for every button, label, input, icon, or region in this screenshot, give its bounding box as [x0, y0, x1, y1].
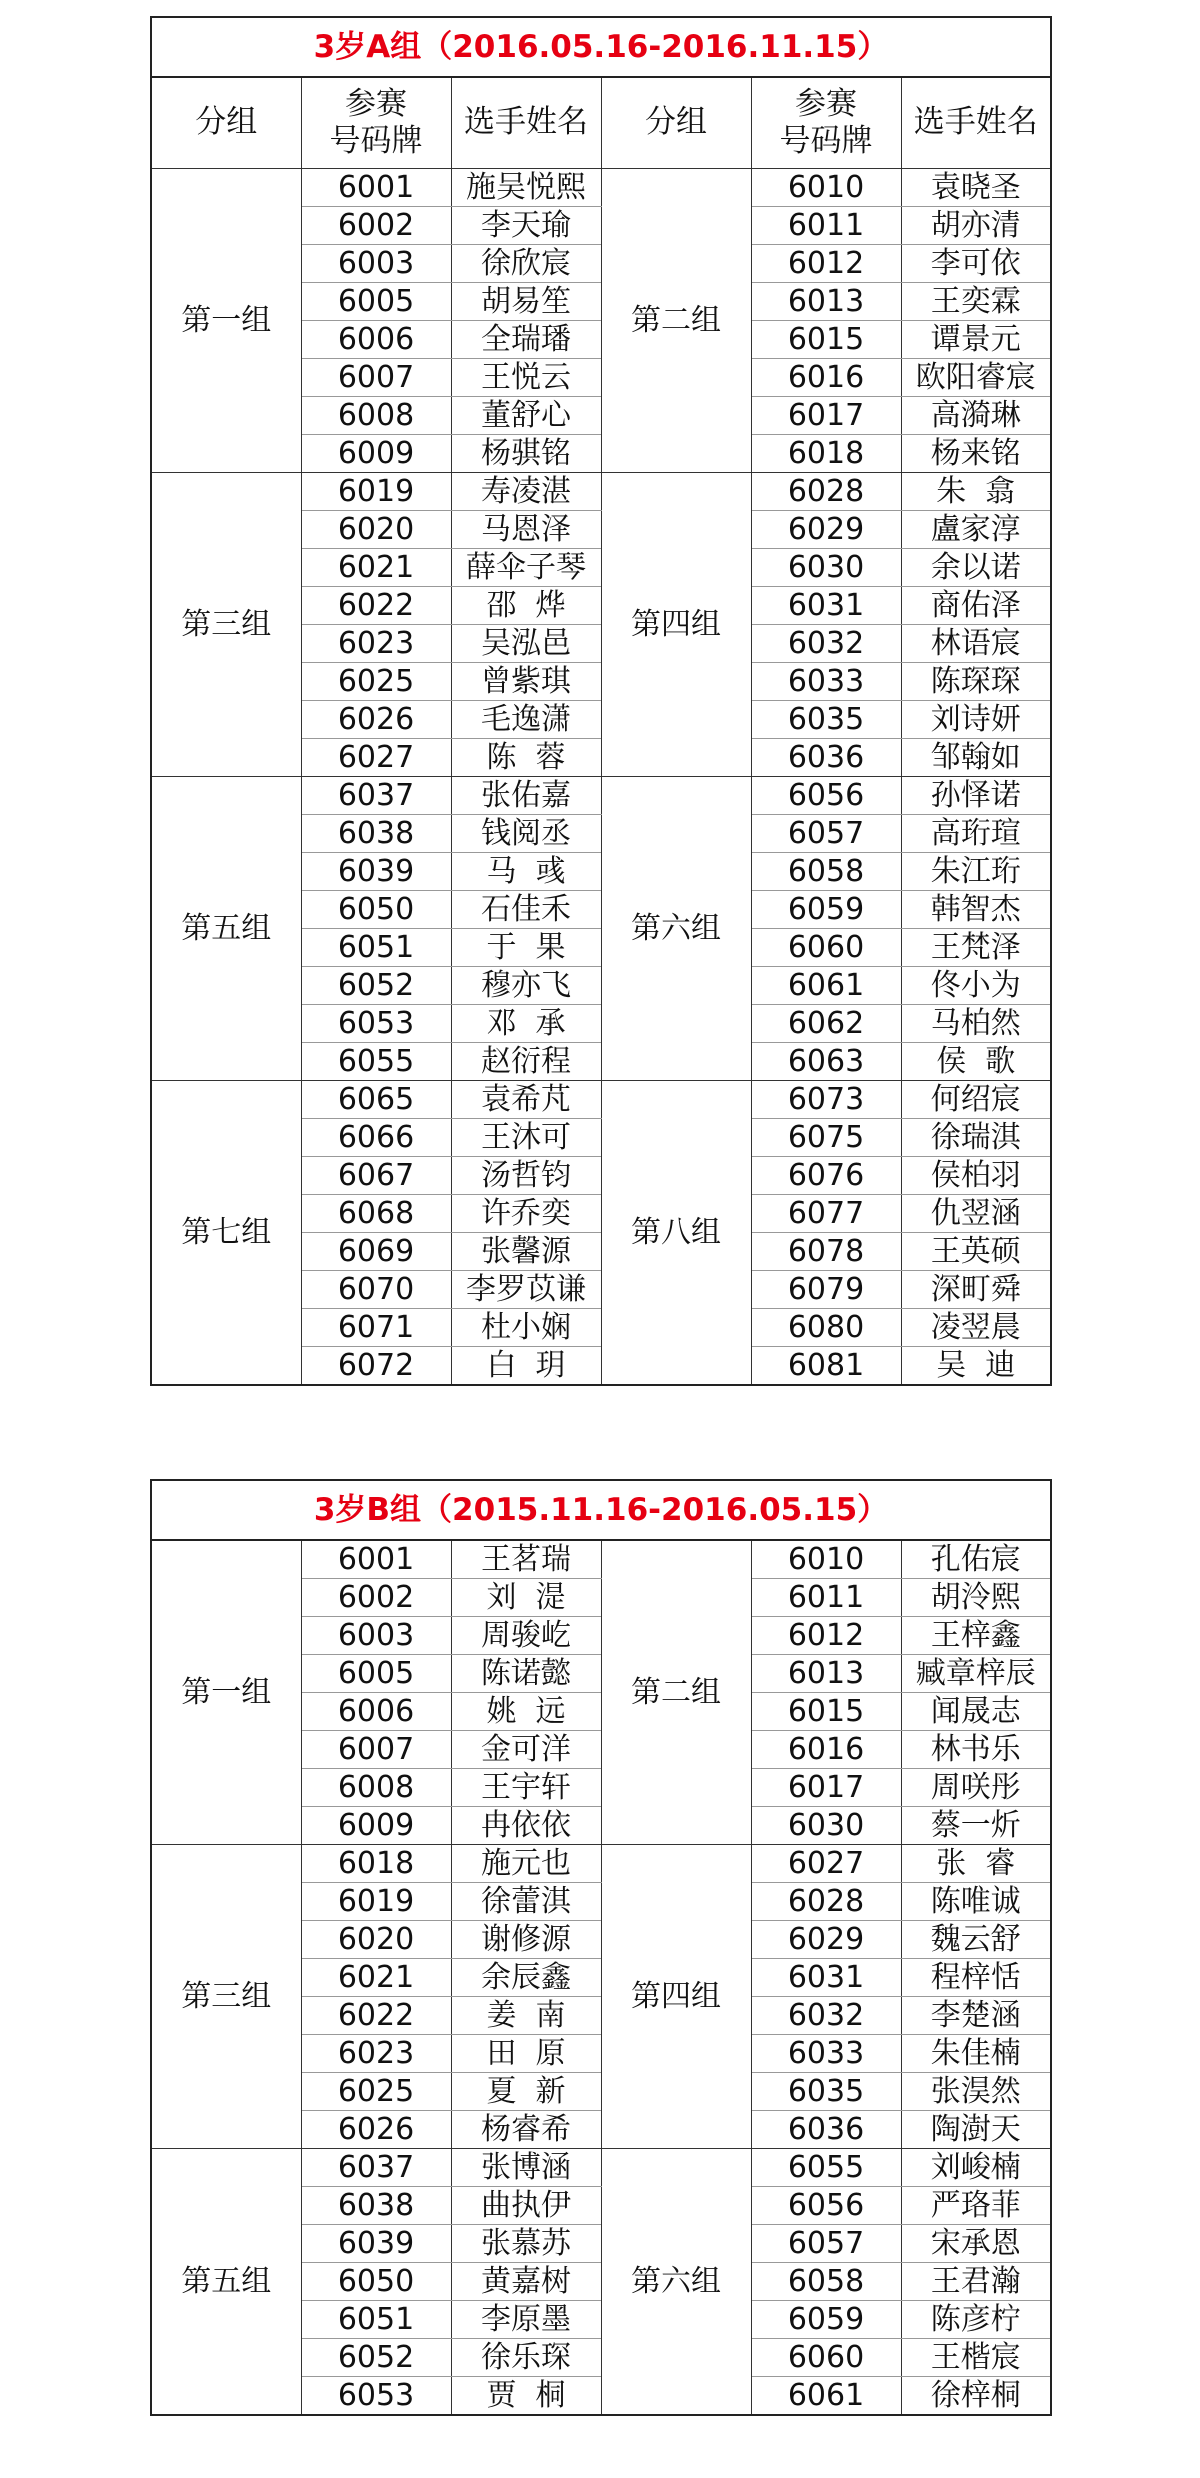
player-name: 杜小娴 — [451, 1309, 601, 1347]
player-name: 王茗瑞 — [451, 1540, 601, 1579]
bib-number: 6012 — [751, 1617, 901, 1655]
bib-number: 6021 — [301, 1959, 451, 1997]
bib-number: 6038 — [301, 2187, 451, 2225]
bib-number: 6038 — [301, 815, 451, 853]
player-name: 寿凌湛 — [451, 473, 601, 511]
player-name: 林书乐 — [901, 1731, 1051, 1769]
group-label: 第三组 — [151, 1845, 301, 2149]
bib-number: 6061 — [751, 967, 901, 1005]
roster-table-3yr-b — [150, 1479, 1052, 2416]
bib-number: 6025 — [301, 663, 451, 701]
player-name: 胡泠熙 — [901, 1579, 1051, 1617]
bib-number: 6055 — [751, 2149, 901, 2187]
bib-number: 6003 — [301, 245, 451, 283]
player-name: 刘 湜 — [451, 1579, 601, 1617]
player-name: 佟小为 — [901, 967, 1051, 1005]
player-name: 周咲彤 — [901, 1769, 1051, 1807]
bib-number: 6072 — [301, 1347, 451, 1386]
player-name: 全瑞璠 — [451, 321, 601, 359]
player-name: 邓 承 — [451, 1005, 601, 1043]
bib-number: 6073 — [751, 1081, 901, 1119]
player-name: 张佑嘉 — [451, 777, 601, 815]
bib-number: 6006 — [301, 1693, 451, 1731]
player-name: 杨骐铭 — [451, 435, 601, 473]
player-name: 林语宸 — [901, 625, 1051, 663]
group-label: 第七组 — [151, 1081, 301, 1386]
bib-number: 6031 — [751, 1959, 901, 1997]
bib-number: 6027 — [301, 739, 451, 777]
bib-number: 6016 — [751, 359, 901, 397]
player-name: 夏 新 — [451, 2073, 601, 2111]
group-label: 第五组 — [151, 2149, 301, 2416]
roster-table-3yr-a — [150, 16, 1052, 1386]
table-row — [151, 1540, 1051, 1579]
player-name: 施吴悦熙 — [451, 169, 601, 207]
bib-number: 6039 — [301, 2225, 451, 2263]
player-name: 王宇轩 — [451, 1769, 601, 1807]
player-name: 魏云舒 — [901, 1921, 1051, 1959]
player-name: 徐乐琛 — [451, 2339, 601, 2377]
player-name: 商佑泽 — [901, 587, 1051, 625]
player-name: 于 果 — [451, 929, 601, 967]
bib-number: 6032 — [751, 625, 901, 663]
bib-number: 6057 — [751, 2225, 901, 2263]
player-name: 田 原 — [451, 2035, 601, 2073]
bib-number: 6008 — [301, 397, 451, 435]
group-label: 第二组 — [601, 1540, 751, 1845]
player-name: 韩智杰 — [901, 891, 1051, 929]
bib-number: 6029 — [751, 1921, 901, 1959]
bib-number: 6051 — [301, 2301, 451, 2339]
player-name: 朱江珩 — [901, 853, 1051, 891]
group-label: 第六组 — [601, 777, 751, 1081]
player-name: 李楚涵 — [901, 1997, 1051, 2035]
bib-number: 6058 — [751, 853, 901, 891]
player-name: 宋承恩 — [901, 2225, 1051, 2263]
player-name: 凌翌晨 — [901, 1309, 1051, 1347]
player-name: 朱佳楠 — [901, 2035, 1051, 2073]
bib-number: 6007 — [301, 1731, 451, 1769]
bib-number: 6077 — [751, 1195, 901, 1233]
bib-number: 6029 — [751, 511, 901, 549]
bib-number: 6019 — [301, 473, 451, 511]
player-name: 高漪琳 — [901, 397, 1051, 435]
bib-number: 6001 — [301, 1540, 451, 1579]
bib-number: 6010 — [751, 1540, 901, 1579]
bib-number: 6065 — [301, 1081, 451, 1119]
player-name: 王沐可 — [451, 1119, 601, 1157]
player-name: 袁希芃 — [451, 1081, 601, 1119]
bib-number: 6033 — [751, 663, 901, 701]
table-title: 3岁A组（2016.05.16-2016.11.15） — [151, 17, 1051, 77]
player-name: 王楷宸 — [901, 2339, 1051, 2377]
player-name: 胡易笙 — [451, 283, 601, 321]
bib-number: 6036 — [751, 739, 901, 777]
player-name: 张淏然 — [901, 2073, 1051, 2111]
bib-number: 6025 — [301, 2073, 451, 2111]
bib-number: 6030 — [751, 549, 901, 587]
player-name: 王悦云 — [451, 359, 601, 397]
bib-number: 6033 — [751, 2035, 901, 2073]
bib-number: 6028 — [751, 1883, 901, 1921]
player-name: 张慕苏 — [451, 2225, 601, 2263]
bib-number: 6010 — [751, 169, 901, 207]
bib-number: 6058 — [751, 2263, 901, 2301]
bib-number: 6016 — [751, 1731, 901, 1769]
player-name: 冉依依 — [451, 1807, 601, 1845]
header-group: 分组 — [151, 77, 301, 169]
bib-number: 6035 — [751, 701, 901, 739]
bib-number: 6028 — [751, 473, 901, 511]
bib-number: 6015 — [751, 1693, 901, 1731]
player-name: 黄嘉树 — [451, 2263, 601, 2301]
player-name: 张馨源 — [451, 1233, 601, 1271]
bib-number: 6022 — [301, 587, 451, 625]
player-name: 杨睿希 — [451, 2111, 601, 2149]
player-name: 蔡一炘 — [901, 1807, 1051, 1845]
player-name: 姚 远 — [451, 1693, 601, 1731]
bib-number: 6059 — [751, 891, 901, 929]
player-name: 臧章梓辰 — [901, 1655, 1051, 1693]
player-name: 何绍宸 — [901, 1081, 1051, 1119]
player-name: 姜 南 — [451, 1997, 601, 2035]
bib-number: 6032 — [751, 1997, 901, 2035]
bib-number: 6063 — [751, 1043, 901, 1081]
player-name: 李罗苡谦 — [451, 1271, 601, 1309]
header-player-name: 选手姓名 — [901, 77, 1051, 169]
bib-number: 6060 — [751, 2339, 901, 2377]
player-name: 钱阅丞 — [451, 815, 601, 853]
player-name: 曲执伊 — [451, 2187, 601, 2225]
group-label: 第八组 — [601, 1081, 751, 1386]
bib-number: 6052 — [301, 2339, 451, 2377]
bib-number: 6053 — [301, 1005, 451, 1043]
player-name: 徐蕾淇 — [451, 1883, 601, 1921]
player-name: 李原墨 — [451, 2301, 601, 2339]
player-name: 曾紫琪 — [451, 663, 601, 701]
bib-number: 6023 — [301, 2035, 451, 2073]
player-name: 杨来铭 — [901, 435, 1051, 473]
player-name: 李天瑜 — [451, 207, 601, 245]
bib-number: 6002 — [301, 207, 451, 245]
bib-number: 6050 — [301, 2263, 451, 2301]
player-name: 赵衍程 — [451, 1043, 601, 1081]
bib-number: 6079 — [751, 1271, 901, 1309]
table-title: 3岁B组（2015.11.16-2016.05.15） — [151, 1480, 1051, 1540]
bib-number: 6011 — [751, 207, 901, 245]
bib-number: 6057 — [751, 815, 901, 853]
player-name: 穆亦飞 — [451, 967, 601, 1005]
player-name: 深町舜 — [901, 1271, 1051, 1309]
bib-number: 6026 — [301, 701, 451, 739]
bib-number: 6070 — [301, 1271, 451, 1309]
bib-number: 6055 — [301, 1043, 451, 1081]
table-row — [151, 169, 1051, 207]
group-label: 第五组 — [151, 777, 301, 1081]
player-name: 毛逸潇 — [451, 701, 601, 739]
player-name: 刘诗妍 — [901, 701, 1051, 739]
player-name: 汤哲钧 — [451, 1157, 601, 1195]
player-name: 陈唯诚 — [901, 1883, 1051, 1921]
player-name: 孔佑宸 — [901, 1540, 1051, 1579]
player-name: 侯柏羽 — [901, 1157, 1051, 1195]
player-name: 侯 歌 — [901, 1043, 1051, 1081]
group-label: 第二组 — [601, 169, 751, 473]
player-name: 徐梓桐 — [901, 2377, 1051, 2416]
player-name: 孙怿诺 — [901, 777, 1051, 815]
player-name: 胡亦清 — [901, 207, 1051, 245]
player-name: 余辰鑫 — [451, 1959, 601, 1997]
bib-number: 6050 — [301, 891, 451, 929]
group-label: 第四组 — [601, 473, 751, 777]
player-name: 王梵泽 — [901, 929, 1051, 967]
player-name: 薛伞子琴 — [451, 549, 601, 587]
bib-number: 6056 — [751, 2187, 901, 2225]
player-name: 马恩泽 — [451, 511, 601, 549]
player-name: 马柏然 — [901, 1005, 1051, 1043]
player-name: 王英硕 — [901, 1233, 1051, 1271]
bib-number: 6018 — [751, 435, 901, 473]
player-name: 李可依 — [901, 245, 1051, 283]
group-label: 第一组 — [151, 1540, 301, 1845]
bib-number: 6009 — [301, 435, 451, 473]
bib-number: 6036 — [751, 2111, 901, 2149]
bib-number: 6017 — [751, 397, 901, 435]
bib-number: 6080 — [751, 1309, 901, 1347]
bib-number: 6076 — [751, 1157, 901, 1195]
bib-number: 6068 — [301, 1195, 451, 1233]
header-group: 分组 — [601, 77, 751, 169]
bib-number: 6059 — [751, 2301, 901, 2339]
player-name: 朱 翕 — [901, 473, 1051, 511]
bib-number: 6061 — [751, 2377, 901, 2416]
bib-number: 6052 — [301, 967, 451, 1005]
player-name: 闻晟志 — [901, 1693, 1051, 1731]
bib-number: 6017 — [751, 1769, 901, 1807]
player-name: 徐欣宸 — [451, 245, 601, 283]
player-name: 盧家淳 — [901, 511, 1051, 549]
player-name: 王君瀚 — [901, 2263, 1051, 2301]
player-name: 马 彧 — [451, 853, 601, 891]
player-name: 金可洋 — [451, 1731, 601, 1769]
player-name: 徐瑞淇 — [901, 1119, 1051, 1157]
header-bib-number: 参赛 号码牌 — [751, 77, 901, 169]
table-row — [151, 2149, 1051, 2187]
bib-number: 6071 — [301, 1309, 451, 1347]
table-row — [151, 777, 1051, 815]
bib-number: 6027 — [751, 1845, 901, 1883]
player-name: 刘峻楠 — [901, 2149, 1051, 2187]
player-name: 程梓恬 — [901, 1959, 1051, 1997]
bib-number: 6003 — [301, 1617, 451, 1655]
bib-number: 6078 — [751, 1233, 901, 1271]
player-name: 陈诺懿 — [451, 1655, 601, 1693]
bib-number: 6023 — [301, 625, 451, 663]
group-label: 第一组 — [151, 169, 301, 473]
player-name: 王梓鑫 — [901, 1617, 1051, 1655]
player-name: 陈 蓉 — [451, 739, 601, 777]
bib-number: 6012 — [751, 245, 901, 283]
group-label: 第六组 — [601, 2149, 751, 2416]
player-name: 许乔奕 — [451, 1195, 601, 1233]
bib-number: 6067 — [301, 1157, 451, 1195]
bib-number: 6026 — [301, 2111, 451, 2149]
bib-number: 6069 — [301, 1233, 451, 1271]
bib-number: 6013 — [751, 1655, 901, 1693]
bib-number: 6011 — [751, 1579, 901, 1617]
player-name: 王奕霖 — [901, 283, 1051, 321]
player-name: 邵 烨 — [451, 587, 601, 625]
bib-number: 6066 — [301, 1119, 451, 1157]
bib-number: 6002 — [301, 1579, 451, 1617]
bib-number: 6005 — [301, 283, 451, 321]
bib-number: 6015 — [751, 321, 901, 359]
bib-number: 6009 — [301, 1807, 451, 1845]
bib-number: 6081 — [751, 1347, 901, 1386]
bib-number: 6051 — [301, 929, 451, 967]
bib-number: 6020 — [301, 1921, 451, 1959]
bib-number: 6021 — [301, 549, 451, 587]
bib-number: 6075 — [751, 1119, 901, 1157]
player-name: 董舒心 — [451, 397, 601, 435]
player-name: 谭景元 — [901, 321, 1051, 359]
player-name: 施元也 — [451, 1845, 601, 1883]
bib-number: 6007 — [301, 359, 451, 397]
player-name: 周骏屹 — [451, 1617, 601, 1655]
bib-number: 6053 — [301, 2377, 451, 2416]
player-name: 高珩瑄 — [901, 815, 1051, 853]
bib-number: 6030 — [751, 1807, 901, 1845]
player-name: 欧阳睿宸 — [901, 359, 1051, 397]
group-label: 第四组 — [601, 1845, 751, 2149]
player-name: 石佳禾 — [451, 891, 601, 929]
bib-number: 6060 — [751, 929, 901, 967]
bib-number: 6013 — [751, 283, 901, 321]
bib-number: 6035 — [751, 2073, 901, 2111]
header-player-name: 选手姓名 — [451, 77, 601, 169]
bib-number: 6037 — [301, 777, 451, 815]
bib-number: 6039 — [301, 853, 451, 891]
bib-number: 6037 — [301, 2149, 451, 2187]
table-row — [151, 1081, 1051, 1119]
player-name: 陈琛琛 — [901, 663, 1051, 701]
player-name: 陈彦柠 — [901, 2301, 1051, 2339]
player-name: 张 睿 — [901, 1845, 1051, 1883]
bib-number: 6001 — [301, 169, 451, 207]
player-name: 邹翰如 — [901, 739, 1051, 777]
header-bib-number: 参赛 号码牌 — [301, 77, 451, 169]
bib-number: 6031 — [751, 587, 901, 625]
bib-number: 6018 — [301, 1845, 451, 1883]
player-name: 白 玥 — [451, 1347, 601, 1386]
group-label: 第三组 — [151, 473, 301, 777]
table-row — [151, 1845, 1051, 1883]
player-name: 袁晓圣 — [901, 169, 1051, 207]
bib-number: 6062 — [751, 1005, 901, 1043]
player-name: 陶澍天 — [901, 2111, 1051, 2149]
player-name: 严珞菲 — [901, 2187, 1051, 2225]
bib-number: 6022 — [301, 1997, 451, 2035]
bib-number: 6005 — [301, 1655, 451, 1693]
table-row — [151, 473, 1051, 511]
bib-number: 6056 — [751, 777, 901, 815]
bib-number: 6008 — [301, 1769, 451, 1807]
player-name: 吴泓邑 — [451, 625, 601, 663]
bib-number: 6019 — [301, 1883, 451, 1921]
bib-number: 6006 — [301, 321, 451, 359]
player-name: 谢修源 — [451, 1921, 601, 1959]
player-name: 张博涵 — [451, 2149, 601, 2187]
player-name: 仇翌涵 — [901, 1195, 1051, 1233]
player-name: 余以诺 — [901, 549, 1051, 587]
player-name: 吴 迪 — [901, 1347, 1051, 1386]
player-name: 贾 桐 — [451, 2377, 601, 2416]
bib-number: 6020 — [301, 511, 451, 549]
